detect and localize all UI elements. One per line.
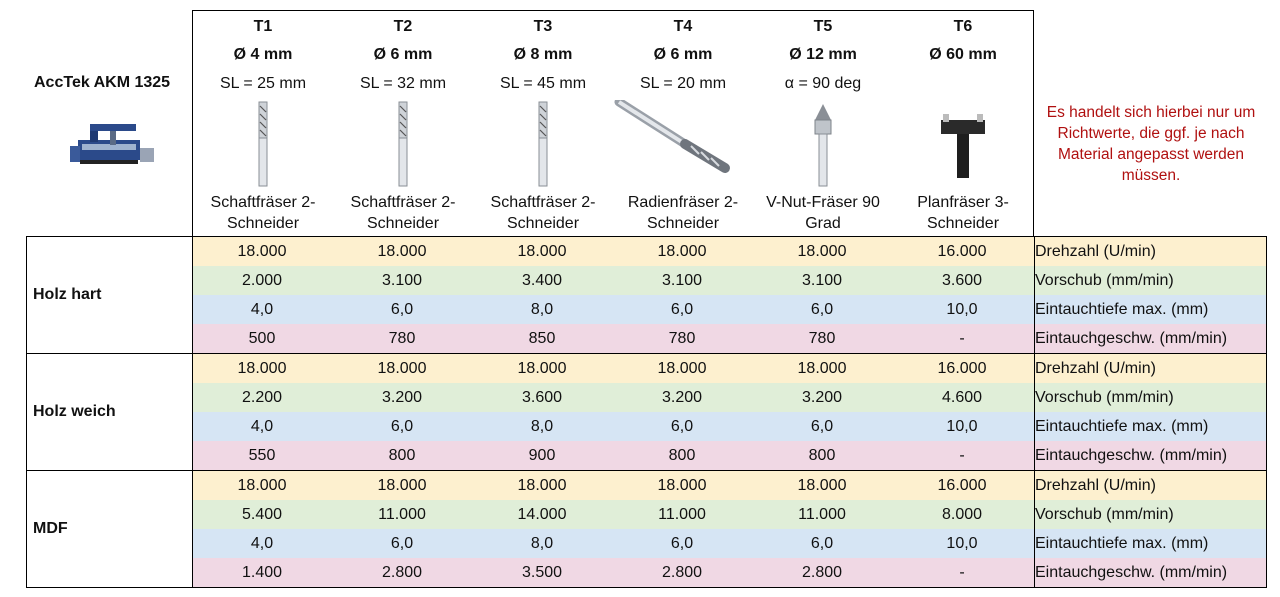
material-group [26,471,1267,588]
table-cell: 6,0 [390,301,414,318]
table-row [192,558,1267,587]
table-row [192,266,1267,295]
table-row [192,471,1267,500]
material-group [26,237,1267,354]
table-cell: 6,0 [810,418,834,435]
table-cell: 800 [668,447,696,464]
table-cell: 18.000 [797,477,847,494]
table-cell: 6,0 [810,301,834,318]
table-cell: 11.000 [658,506,706,523]
table-divider [192,471,193,587]
table-cell: 3.100 [801,272,843,289]
tool-diameter: Ø 6 mm [653,46,713,63]
row-label: Eintauchtiefe max. (mm) [1035,418,1209,435]
table-cell: 8,0 [530,535,554,552]
table-cell: - [959,330,965,347]
row-label: Eintauchtiefe max. (mm) [1035,301,1209,318]
tool-name: Schaftfräser 2-Schneider [210,194,316,232]
tool-diameter: Ø 8 mm [513,46,573,63]
end-mill-icon [193,100,333,190]
tool-spec: α = 90 deg [784,75,862,92]
material-label: Holz hart [33,286,102,303]
table-cell: 500 [248,330,276,347]
table-divider [1034,354,1035,470]
tool-spec: SL = 25 mm [219,75,307,92]
table-cell: 6,0 [810,535,834,552]
table-row [192,354,1267,383]
tool-spec: SL = 32 mm [359,75,447,92]
table-cell: 11.000 [378,506,426,523]
table-cell: 11.000 [798,506,846,523]
ball-nose-mill-icon [613,100,753,190]
table-cell: 3.100 [661,272,703,289]
table-cell: 18.000 [237,243,287,260]
tool-diameter: Ø 60 mm [929,46,997,63]
table-row [192,500,1267,529]
table-cell: - [959,447,965,464]
table-cell: - [959,564,965,581]
table-cell: 3.100 [381,272,423,289]
table-cell: 1.400 [241,564,283,581]
row-label: Eintauchgeschw. (mm/min) [1035,330,1228,347]
table-cell: 18.000 [657,243,707,260]
table-cell: 18.000 [517,477,567,494]
tool-name: V-Nut-Fräser 90 Grad [766,194,880,232]
material-label: MDF [33,520,68,537]
table-cell: 18.000 [377,477,427,494]
table-cell: 6,0 [670,301,694,318]
table-cell: 3.200 [661,389,703,406]
tool-id: T1 [253,18,273,35]
table-cell: 3.600 [941,272,983,289]
table-cell: 2.200 [241,389,283,406]
row-label: Vorschub (mm/min) [1035,506,1174,523]
table-cell: 2.000 [241,272,283,289]
table-border [26,354,27,470]
table-cell: 800 [388,447,416,464]
table-cell: 6,0 [670,418,694,435]
tool-diameter: Ø 4 mm [233,46,293,63]
table-cell: 3.600 [521,389,563,406]
table-cell: 8.000 [941,506,983,523]
table-cell: 8,0 [530,301,554,318]
table-cell: 18.000 [377,360,427,377]
tool-name: Schaftfräser 2-Schneider [490,194,596,232]
v-groove-bit-icon [753,100,893,190]
table-cell: 10,0 [946,535,978,552]
tool-id: T5 [813,18,833,35]
tool-diameter: Ø 12 mm [789,46,857,63]
tool-id: T3 [533,18,553,35]
table-cell: 900 [528,447,556,464]
table-row [192,412,1267,441]
table-cell: 18.000 [237,477,287,494]
table-cell: 18.000 [377,243,427,260]
table-cell: 4.600 [941,389,983,406]
table-divider [1266,354,1267,470]
tool-name: Radienfräser 2-Schneider [627,194,739,232]
table-border [26,237,27,353]
table-cell: 780 [808,330,836,347]
table-cell: 10,0 [946,301,978,318]
tool-id: T6 [953,18,973,35]
tool-name: Planfräser 3-Schneider [917,194,1009,232]
table-divider [1266,237,1267,353]
table-cell: 14.000 [517,506,567,523]
tool-id: T2 [393,18,413,35]
table-divider [1034,471,1035,587]
table-cell: 3.200 [801,389,843,406]
table-cell: 3.500 [521,564,563,581]
table-cell: 18.000 [657,360,707,377]
table-cell: 780 [668,330,696,347]
table-divider [1266,471,1267,587]
table-cell: 2.800 [381,564,423,581]
table-cell: 18.000 [237,360,287,377]
row-label: Vorschub (mm/min) [1035,389,1174,406]
table-cell: 2.800 [661,564,703,581]
table-cell: 6,0 [390,418,414,435]
table-row [192,441,1267,470]
table-cell: 10,0 [946,418,978,435]
table-cell: 5.400 [241,506,283,523]
row-label: Drehzahl (U/min) [1035,360,1156,377]
material-group [26,354,1267,471]
table-row [192,295,1267,324]
table-cell: 18.000 [517,243,567,260]
table-cell: 18.000 [657,477,707,494]
table-cell: 18.000 [517,360,567,377]
table-cell: 2.800 [801,564,843,581]
tool-spec: SL = 20 mm [639,75,727,92]
table-cell: 800 [808,447,836,464]
table-cell: 16.000 [937,477,987,494]
material-label: Holz weich [33,403,116,420]
table-cell: 8,0 [530,418,554,435]
table-divider [192,354,193,470]
table-cell: 16.000 [937,243,987,260]
table-cell: 16.000 [937,360,987,377]
table-divider [1034,237,1035,353]
tool-id: T4 [673,18,693,35]
table-cell: 550 [248,447,276,464]
table-row [192,237,1267,266]
end-mill-icon [333,100,473,190]
table-cell: 3.200 [381,389,423,406]
table-cell: 6,0 [670,535,694,552]
table-cell: 3.400 [521,272,563,289]
tool-spec: SL = 45 mm [499,75,587,92]
table-cell: 18.000 [797,360,847,377]
table-divider [192,237,193,353]
table-cell: 780 [388,330,416,347]
tool-diameter: Ø 6 mm [373,46,433,63]
table-cell: 4,0 [250,301,274,318]
machine-label: AccTek AKM 1325 [34,74,171,91]
table-cell: 18.000 [797,243,847,260]
table-cell: 6,0 [390,535,414,552]
end-mill-icon [473,100,613,190]
table-border [26,471,27,587]
table-cell: 850 [528,330,556,347]
row-label: Eintauchgeschw. (mm/min) [1035,447,1228,464]
table-row [192,383,1267,412]
table-cell: 4,0 [250,418,274,435]
row-label: Drehzahl (U/min) [1035,477,1156,494]
surfacing-bit-icon [893,100,1033,190]
row-label: Eintauchtiefe max. (mm) [1035,535,1209,552]
tool-name: Schaftfräser 2-Schneider [350,194,456,232]
disclaimer-note: Es handelt sich hierbei nur um Richtwerte, die ggf. je nach Material angepasst werden müssen. [1046,104,1256,184]
parameter-table [26,236,1267,581]
row-label: Drehzahl (U/min) [1035,243,1156,260]
table-row [192,529,1267,558]
row-label: Vorschub (mm/min) [1035,272,1174,289]
table-cell: 4,0 [250,535,274,552]
table-row [192,324,1267,353]
row-label: Eintauchgeschw. (mm/min) [1035,564,1228,581]
cnc-router-machine-icon [70,118,158,166]
